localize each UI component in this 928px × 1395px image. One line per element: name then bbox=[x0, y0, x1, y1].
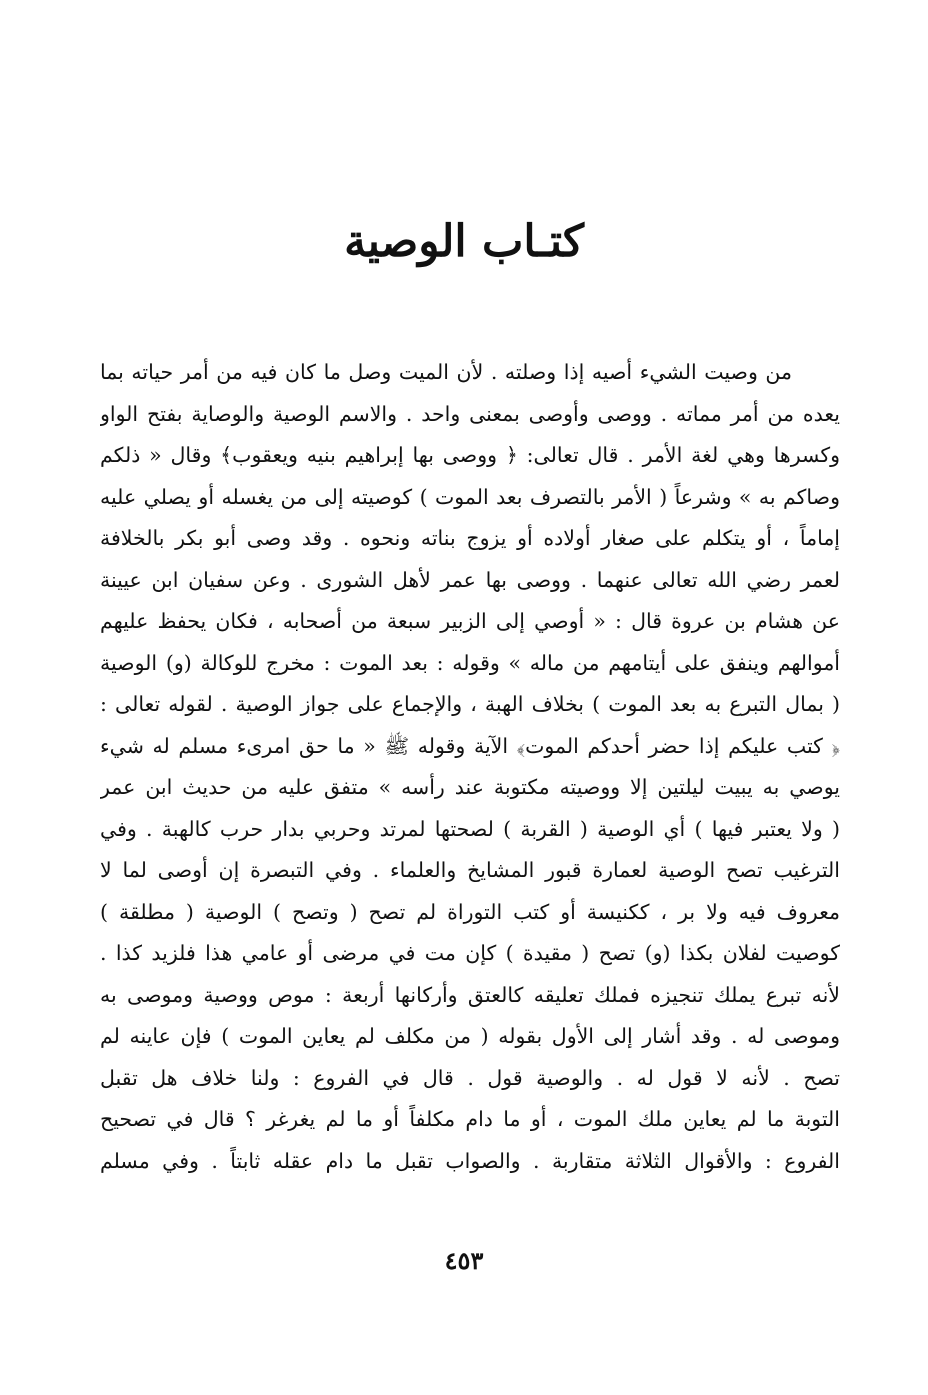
text-line: لأنه تبرع يملك تنجيزه فملك تعليقه كالعتق وأركانها أربعة : موص ووصية وموصى به bbox=[100, 982, 840, 1007]
text-line: وموصى له . وقد أشار إلى الأول بقوله ( من مكلف لم يعاين الموت ) فإن عاينه لم bbox=[100, 1024, 840, 1048]
text-line: ﴿ كتب عليكم إذا حضر أحدكم الموت﴾ الآية وقوله ﷺ « ما حق امرىء مسلم له شيء bbox=[100, 733, 840, 758]
text-line: لعمر رضي الله تعالى عنهما . ووصى بها عمر لأهل الشورى . وعن سفيان ابن عيينة bbox=[100, 567, 840, 592]
text-line: ( بمال التبرع به بعد الموت ) بخلاف الهبة ، والإجماع على جواز الوصية . لقوله تعالى : bbox=[100, 692, 840, 716]
text-line: ( ولا يعتبر فيها ) أي الوصية ( القربة ) لصحتها لمرتد وحربي بدار حرب كالهبة . وفي bbox=[100, 816, 840, 841]
text-line: وكسرها وهي لغة الأمر . قال تعالى: ﴿ ووصى بها إبراهيم بنيه ويعقوب﴾ وقال « ذلكم bbox=[100, 443, 840, 467]
text-line: يوصي به يبيت ليلتين إلا ووصيته مكتوبة عند رأسه » متفق عليه من حديث ابن عمر bbox=[100, 775, 840, 799]
chapter-title: كتـاب الوصية bbox=[344, 216, 584, 267]
text-line: الترغيب تصح الوصية لعمارة قبور المشايخ والعلماء . وفي التبصرة إن أوصى لما لا bbox=[100, 858, 840, 882]
text-line: من وصيت الشيء أصيه إذا وصلته . لأن الميت وصل ما كان فيه من أمر حياته بما bbox=[100, 360, 792, 384]
text-line: كوصيت لفلان بكذا (و) تصح ( مقيدة ) كإن مت في مرضى أو عامي هذا فلزيد كذا . bbox=[100, 941, 840, 965]
text-line: يعده من أمر مماته . ووصى وأوصى بمعنى واحد . والاسم الوصية والوصاية بفتح الواو bbox=[100, 401, 840, 426]
text-line: إماماً ، أو يتكلم على صغار أولاده أو يزوج بناته ونحوه . وقد وصى أبو بكر بالخلافة bbox=[100, 526, 840, 550]
text-line: الفروع : والأقوال الثلاثة متقاربة . والصواب تقبل ما دام عقله ثابتاً . وفي مسلم bbox=[100, 1148, 840, 1173]
text-line: تصح . لأنه لا قول له . والوصية قول . قال في الفروع : ولنا خلاف هل تقبل bbox=[100, 1065, 840, 1090]
text-line: أموالهم وينفق على أيتامهم من ماله » وقوله : بعد الموت : مخرج للوكالة (و) الوصية bbox=[100, 650, 840, 675]
page-number: ٤٥٣ bbox=[444, 1246, 484, 1275]
text-line: عن هشام بن عروة قال : « أوصي إلى الزبير سبعة من أصحابه ، فكان يحفظ عليهم bbox=[100, 609, 840, 633]
text-line: التوبة ما لم يعاين ملك الموت ، أو ما دام مكلفاً أو ما لم يغرغر ؟ قال في تصحيح bbox=[100, 1107, 840, 1131]
body-text bbox=[100, 352, 840, 1182]
text-line: معروف فيه ولا بر ، ككنيسة أو كتب التوراة لم تصح ( وتصح ) الوصية ( مطلقة ) bbox=[100, 899, 840, 924]
text-line: وصاكم به » وشرعاً ( الأمر بالتصرف بعد الموت ) كوصيته إلى من يغسله أو يصلي عليه bbox=[100, 484, 840, 509]
